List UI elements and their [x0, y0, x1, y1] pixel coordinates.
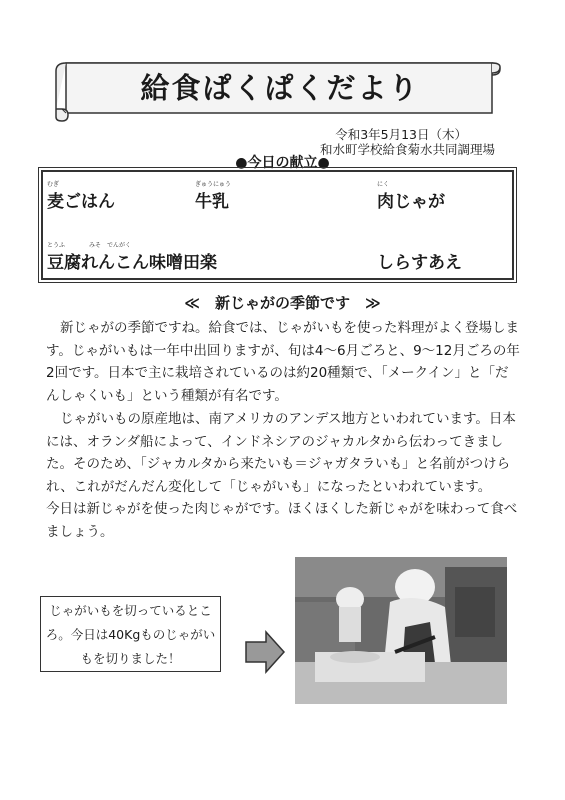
article-paragraph: 今日は新じゃがを使った肉じゃがです。ほくほくした新じゃがを味わって食べましょう。: [46, 501, 518, 540]
arrow-right-icon: [244, 630, 286, 674]
menu-item: [47, 181, 115, 212]
newsletter-title: 給食ぱくぱくだより: [140, 71, 420, 105]
article-paragraph: じゃがいもの原産地は、南アメリカのアンデス地方といわれています。日本には、オランダ船によって、インドネシアのジャカルタから伝わってきました。そのため、「ジャカルタから来たいも＝ジャガタラいも」と名前がつけられ、これがだんだん変化して「じゃがいも」になったといわれています。: [46, 411, 516, 495]
menu-box: [41, 170, 514, 280]
menu-item-name: 牛乳: [195, 192, 229, 212]
menu-item-name: 豆腐れんこん味噌田楽: [47, 253, 217, 273]
menu-item-reading: むぎ: [47, 181, 60, 188]
article-title: ≪ 新じゃがの季節です ≫: [184, 294, 381, 312]
menu-item-name: 麦ごはん: [47, 192, 115, 212]
article-paragraph: 新じゃがの季節ですね。給食では、じゃがいもを使った料理がよく登場します。じゃがいもは一年中出回りますが、旬は4～6月ごろと、9～12月ごろの年2回です。日本で主に栽培されているのは約20種類で、「メークイン」と「だんしゃくいも」という種類が有名です。: [46, 320, 520, 404]
menu-item-reading: ぎゅうにゅう: [195, 181, 231, 188]
kitchen-photo: [295, 557, 507, 704]
menu-item: [47, 242, 217, 273]
menu-item: [377, 181, 445, 212]
menu-item-reading: にく: [377, 181, 390, 188]
menu-item-name: しらすあえ: [377, 253, 462, 273]
menu-item: [195, 181, 231, 212]
menu-heading: ●今日の献立●: [235, 155, 330, 171]
issue-date: 令和3年5月13日（木）: [335, 127, 467, 142]
photo-caption: じゃがいもを切っているところ。今日は40Kgものじゃがいもを切りました！: [40, 596, 221, 672]
menu-item-name: 肉じゃが: [377, 192, 445, 212]
menu-item-reading: とうふ みそ でんがく: [47, 242, 132, 249]
organization-name: 和水町学校給食菊水共同調理場: [319, 142, 495, 157]
menu-item: [377, 248, 462, 273]
